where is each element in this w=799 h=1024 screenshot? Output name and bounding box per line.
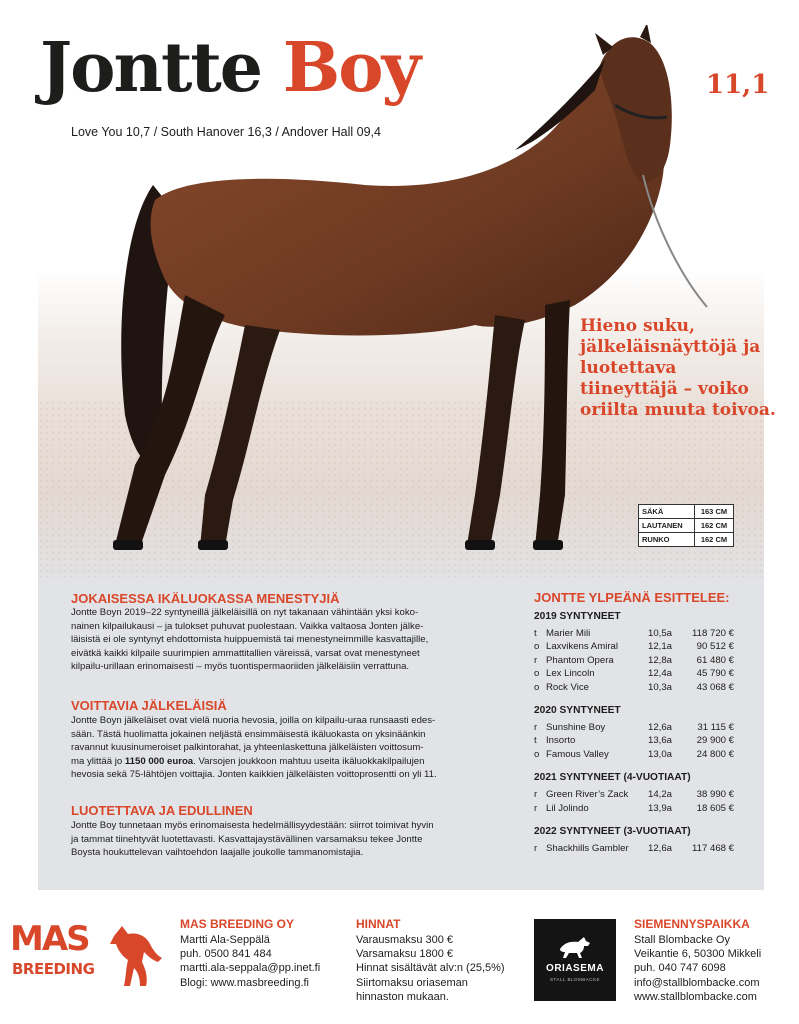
location-company: Stall Blombacke Oy — [634, 934, 730, 946]
horse-name: Green River’s Zack — [546, 789, 629, 801]
record: 12,4a — [648, 668, 673, 680]
offspring-group-title: 2021 SYNTYNEET (4-VUOTIAAT) — [534, 772, 691, 784]
pedigree-line: Love You 10,7 / South Hanover 16,3 / Andover Hall 09,4 — [71, 125, 381, 139]
mas-breeding-logo — [10, 919, 160, 994]
contact-name: Martti Ala-Seppälä — [180, 934, 270, 946]
price-line: hinnaston mukaan. — [356, 990, 449, 1003]
footer-prices — [356, 917, 505, 1004]
footer-lines — [634, 933, 761, 1004]
oriasema-name: ORIASEMA — [546, 963, 604, 974]
measurement-row — [639, 519, 734, 533]
record: 10,3a — [648, 681, 673, 693]
earnings: 61 480 € — [696, 654, 734, 666]
offspring-row — [534, 654, 744, 667]
section-heading-winning: VOITTAVIA JÄLKELÄISIÄ — [71, 698, 227, 713]
contact-blog: Blogi: www.masbreeding.fi — [180, 976, 310, 989]
offspring-row — [534, 842, 744, 855]
gender: o — [534, 668, 540, 680]
text-line: Jontte Boy tunnetaan myös erinomaisesta hedelmällisyydestään: siirrot toimivat hyvin — [71, 820, 434, 831]
tagline: Hieno suku, jälkeläisnäyttöjä ja luotettava tiineyttäjä – voiko oriilta muuta toivoa. — [580, 316, 776, 421]
footer-location — [634, 917, 761, 1004]
earnings: 24 800 € — [696, 748, 734, 760]
text-line: hevosia sekä 75-lähtöjen voittajia. Jonten kaikkien jälkeläisten voittoprosentti on yli 11. — [71, 769, 437, 781]
offspring-row — [534, 681, 744, 694]
measurement-value: 162 CM — [694, 519, 733, 533]
gender: r — [534, 789, 538, 801]
contact-email: martti.ala-seppala@pp.inet.fi — [180, 962, 321, 975]
record: 12,6a — [648, 843, 673, 855]
text-line: sään. Tästä huolimatta jokainen neljästä ensimmäisestä ikäluokasta on yksinäänkin — [71, 728, 426, 740]
horse-name: Insorto — [546, 735, 576, 747]
text-line: Jontte Boyn jälkeläiset ovat vielä nuoria hevosia, joilla on kilpailu-uraa runsaasti edes- — [71, 715, 436, 726]
horse-name: Sunshine Boy — [546, 722, 606, 734]
measurement-label: SÄKÄ — [639, 505, 695, 519]
horse-name: Shackhills Gambler — [546, 843, 629, 855]
logo-text-breeding: BREEDING — [12, 960, 95, 978]
text-line — [71, 755, 521, 769]
price-line: Hinnat sisältävät alv:n (25,5%) — [356, 962, 505, 975]
earnings: 43 068 € — [696, 681, 734, 693]
earnings: 90 512 € — [696, 641, 734, 653]
horse-name: Laxvikens Amiral — [546, 641, 618, 653]
section-heading-success: JOKAISESSA IKÄLUOKASSA MENESTYJIÄ — [71, 591, 340, 606]
footer-heading: MAS BREEDING OY — [180, 917, 295, 931]
measurement-label: LAUTANEN — [639, 519, 695, 533]
text-line: eivätkä kaikki kilpaile suurimpien ammattitallien väreissä, varsat ovat menestyneet — [71, 647, 420, 659]
measurement-row — [639, 505, 734, 519]
oriasema-subname: STALL BLOMBACKE — [549, 977, 600, 982]
gender: t — [534, 628, 537, 639]
logo-text-mas: MAS — [10, 919, 89, 959]
text-line: Jontte Boyn 2019–22 syntyneillä jälkeläisillä on nyt takanaan vähintään yksi koko- — [71, 607, 419, 618]
text-run: . Varsojen joukkoon mahtuu useita ikäluokkakilpailujen — [193, 755, 425, 767]
earnings: 118 720 € — [692, 628, 734, 639]
footer-heading: HINNAT — [356, 917, 401, 931]
location-address: Veikantie 6, 50300 Mikkeli — [634, 948, 762, 961]
gender: t — [534, 735, 537, 747]
record: 13,0a — [648, 748, 673, 760]
gender: o — [534, 641, 540, 653]
price-line: Varsamaksu 1800 € — [356, 948, 454, 961]
footer-lines — [180, 933, 320, 990]
earnings: 117 468 € — [692, 843, 734, 855]
gender: r — [534, 654, 538, 666]
horse-logo-icon — [556, 933, 594, 959]
offspring-row — [534, 802, 744, 815]
record: 12,8a — [648, 654, 673, 666]
horse-name: Marier Mili — [546, 628, 591, 639]
earnings: 38 990 € — [696, 789, 734, 801]
oriasema-logo — [534, 919, 616, 1001]
horse-name: Rock Vice — [546, 681, 590, 693]
offspring-row — [534, 627, 744, 640]
price-line: Siirtomaksu oriaseman — [356, 976, 468, 989]
gender: o — [534, 681, 540, 693]
footer-heading: SIEMENNYSPAIKKA — [634, 917, 750, 931]
offspring-group-title: 2019 SYNTYNEET — [534, 611, 621, 622]
text-line: Boysta houkuttelevan vaihtoehdon laajalle joukolle tammanomistajia. — [71, 847, 364, 859]
record: 14,2a — [648, 789, 673, 801]
gender: r — [534, 722, 538, 734]
record: 10,5a — [648, 628, 673, 639]
price-line: Varausmaksu 300 € — [356, 934, 454, 946]
location-email: info@stallblombacke.com — [634, 976, 760, 989]
offspring-row — [534, 667, 744, 680]
horse-name: Famous Valley — [546, 748, 609, 760]
measurement-row — [639, 533, 734, 547]
offspring-list — [534, 842, 744, 855]
record-time: 11,1 — [706, 70, 770, 100]
horse-name: Lex Lincoln — [546, 668, 595, 680]
horse-photo — [95, 25, 735, 570]
measurement-label: RUNKO — [639, 533, 695, 547]
horse-logo-icon — [108, 922, 164, 988]
footer-contact — [180, 917, 320, 990]
footer-lines — [356, 933, 505, 1004]
horse-name: Phantom Opera — [546, 654, 614, 666]
earnings: 18 605 € — [696, 802, 734, 814]
offspring-row — [534, 721, 744, 734]
record: 12,6a — [648, 722, 673, 734]
location-website: www.stallblombacke.com — [634, 990, 757, 1003]
earnings: 31 115 € — [697, 722, 734, 734]
gender: r — [534, 802, 538, 814]
text-line: kilpailu-urillaan erinomaisesti – myös tuontispermaoriiden jälkeläisiin verrattuna. — [71, 661, 410, 673]
text-line: läisistä ei ole syntynyt ehdottomista huippuemistä tai menestyneimmille kasvattajille, — [71, 634, 429, 646]
record: 13,6a — [648, 735, 673, 747]
section-heading-reliable: LUOTETTAVA JA EDULLINEN — [71, 803, 253, 818]
offspring-heading: JONTTE YLPEÄNÄ ESITTELEE: — [534, 590, 730, 605]
contact-phone: puh. 0500 841 484 — [180, 948, 272, 961]
title-word-boy: Boy — [282, 28, 420, 108]
text-line: ja tammat tiinehtyvät luotettavasti. Kasvattajaystävällinen varsamaksu tekee Jontte — [71, 833, 423, 845]
section-text-reliable — [71, 819, 521, 860]
prize-total: 1150 000 euroa — [124, 755, 194, 767]
offspring-row — [534, 748, 744, 761]
offspring-group-title: 2022 SYNTYNEET (3-VUOTIAAT) — [534, 826, 691, 838]
section-text-winning — [71, 714, 521, 782]
measurement-value: 163 CM — [694, 505, 733, 519]
section-text-success — [71, 606, 521, 674]
measurement-value: 162 CM — [694, 533, 733, 547]
earnings: 29 900 € — [696, 735, 734, 747]
text-line: ravannut kuusinumeroiset palkintorahat, ja yhteenlaskettuna jälkeläisten voittosum- — [71, 742, 424, 754]
offspring-column — [534, 590, 744, 855]
horse-name: Lil Jolindo — [546, 802, 589, 814]
gender: r — [534, 843, 538, 855]
offspring-row — [534, 788, 744, 801]
location-phone: puh. 040 747 6098 — [634, 962, 726, 975]
offspring-row — [534, 640, 744, 653]
offspring-group-title: 2020 SYNTYNEET — [534, 705, 621, 717]
text-line: nainen kilpailukausi – ja tulokset puhuvat puolestaan. Vaikka valtaosa Jonten jälke- — [71, 620, 424, 632]
gender: o — [534, 748, 540, 760]
record: 12,1a — [648, 641, 673, 653]
title-word-jontte: Jontte — [40, 28, 262, 108]
offspring-list — [534, 721, 744, 761]
offspring-row — [534, 734, 744, 747]
earnings: 45 790 € — [696, 668, 734, 680]
offspring-list — [534, 788, 744, 815]
offspring-list — [534, 627, 744, 694]
record: 13,9a — [648, 802, 673, 814]
text-run: ma ylittää jo — [71, 755, 125, 767]
measurements-table — [638, 504, 734, 547]
